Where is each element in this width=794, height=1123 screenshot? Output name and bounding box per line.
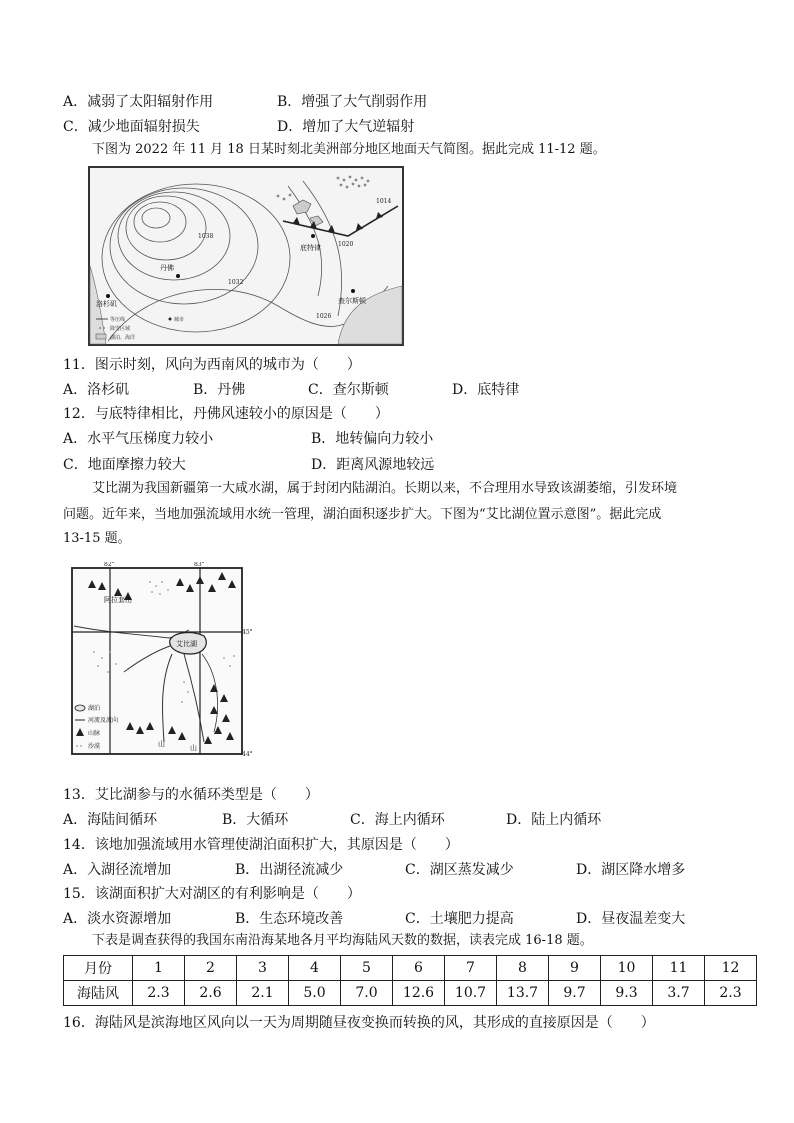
city-la-label: 洛杉矶 xyxy=(96,300,117,308)
table-month-cell: 5 xyxy=(341,956,393,981)
legend-snow: 降雪区域 xyxy=(110,326,131,332)
legend-isobar: 等压线 xyxy=(110,317,126,323)
table-value-cell: 10.7 xyxy=(445,981,497,1006)
q14-option-a: A．入湖径流增加 xyxy=(63,862,172,878)
table-month-cell: 12 xyxy=(705,956,757,981)
q12-stem: 12．与底特律相比，丹佛风速较小的原因是（ ） xyxy=(63,406,389,422)
lon-83-label: 83° xyxy=(194,562,205,568)
table-month-cell: 11 xyxy=(653,956,705,981)
q15-stem: 15．该湖面积扩大对湖区的有利影响是（ ） xyxy=(63,886,361,902)
city-denver-label: 丹佛 xyxy=(160,264,174,272)
lat-45-label: 45° xyxy=(242,629,252,636)
legend-river: 河流及流向 xyxy=(88,717,119,724)
table-header-row xyxy=(64,956,757,981)
q12-option-d: D．距离风源地较远 xyxy=(311,457,435,473)
mountain-s2-label: 山 xyxy=(190,744,197,752)
q14-option-d: D．湖区降水增多 xyxy=(576,862,686,878)
ebinur-lake-map-svg xyxy=(64,562,252,760)
table-month-cell: 10 xyxy=(601,956,653,981)
intro-13-15-line3: 13-15 题。 xyxy=(63,531,131,546)
table-month-cell: 3 xyxy=(237,956,289,981)
legend-lake: 湖泊 xyxy=(88,705,101,712)
q10-option-a: A．减弱了太阳辐射作用 xyxy=(63,94,214,110)
legend-water: 湖泊、海洋 xyxy=(110,335,136,341)
q10-option-c: C．减少地面辐射损失 xyxy=(63,119,200,135)
table-value-cell: 9.7 xyxy=(549,981,601,1006)
city-detroit-label: 底特律 xyxy=(300,244,321,252)
table-month-cell: 2 xyxy=(185,956,237,981)
table-value-cell: 2.6 xyxy=(185,981,237,1006)
table-month-cell: 1 xyxy=(133,956,185,981)
legend-desert: 沙漠 xyxy=(88,743,101,750)
lon-82-label: 82° xyxy=(104,562,115,568)
q15-option-c: C．土壤肥力提高 xyxy=(405,911,514,927)
table-value-cell: 2.3 xyxy=(705,981,757,1006)
table-value-cell: 2.1 xyxy=(237,981,289,1006)
q14-option-b: B．出湖径流减少 xyxy=(235,862,344,878)
iso-1014-label: 1014 xyxy=(376,198,392,205)
table-row xyxy=(64,981,757,1006)
q11-option-c: C．查尔斯顿 xyxy=(308,382,389,398)
mountain-n-label: 阿拉套山 xyxy=(104,596,132,604)
q14-stem: 14．该地加强流域用水管理使湖泊面积扩大，其原因是（ ） xyxy=(63,837,459,853)
table-month-cell: 7 xyxy=(445,956,497,981)
table-value-cell: 13.7 xyxy=(497,981,549,1006)
iso-1020-label: 1020 xyxy=(338,241,354,248)
table-value-cell: 2.3 xyxy=(133,981,185,1006)
lake-label: 艾比湖 xyxy=(176,640,197,648)
q16-stem: 16．海陆风是滨海地区风向以一天为周期随昼夜变换而转换的风，其形成的直接原因是（ ） xyxy=(63,1015,655,1031)
intro-11-12: 下图为 2022 年 11 月 18 日某时刻北美洲部分地区地面天气简图。据此完成 11-12 题。 xyxy=(92,142,606,157)
sea-land-breeze-table xyxy=(63,955,757,1006)
q12-option-a: A．水平气压梯度力较小 xyxy=(63,431,214,447)
q11-option-b: B．丹佛 xyxy=(193,382,246,398)
table-value-cell: 12.6 xyxy=(393,981,445,1006)
intro-16-18: 下表是调查获得的我国东南沿海某地各月平均海陆风天数的数据，读表完成 16-18 题。 xyxy=(92,933,593,948)
q12-option-b: B．地转偏向力较小 xyxy=(311,431,434,447)
q11-stem: 11．图示时刻，风向为西南风的城市为（ ） xyxy=(63,357,361,373)
q10-option-d: D．增加了大气逆辐射 xyxy=(277,119,415,135)
q11-option-d: D．底特律 xyxy=(452,382,520,398)
iso-1026-label: 1026 xyxy=(316,313,332,320)
q15-option-b: B．生态环境改善 xyxy=(235,911,344,927)
table-month-cell: 4 xyxy=(289,956,341,981)
q15-option-d: D．昼夜温差变大 xyxy=(576,911,686,927)
mountain-s1-label: 山 xyxy=(158,740,165,748)
q11-option-a: A．洛杉矶 xyxy=(63,382,130,398)
intro-13-15-line1: 艾比湖为我国新疆第一大咸水湖，属于封闭内陆湖泊。长期以来，不合理用水导致该湖萎缩，引发环境 xyxy=(92,481,678,496)
q13-option-d: D．陆上内循环 xyxy=(506,812,602,828)
weather-map xyxy=(88,166,404,346)
q13-option-c: C．海上内循环 xyxy=(350,812,445,828)
iso-1032-label: 1032 xyxy=(228,279,244,286)
table-value-cell: 3.7 xyxy=(653,981,705,1006)
table-value-cell: 5.0 xyxy=(289,981,341,1006)
table-header-label: 月份 xyxy=(64,956,133,981)
q13-option-a: A．海陆间循环 xyxy=(63,812,158,828)
legend-city: 城市 xyxy=(174,317,185,323)
lat-44-label: 44° xyxy=(242,751,252,758)
q14-option-c: C．湖区蒸发减少 xyxy=(405,862,514,878)
table-row-label: 海陆风 xyxy=(64,981,133,1006)
table-month-cell: 6 xyxy=(393,956,445,981)
ebinur-lake-map xyxy=(64,562,252,760)
city-charleston-label: 查尔斯顿 xyxy=(338,297,366,305)
q13-stem: 13．艾比湖参与的水循环类型是（ ） xyxy=(63,787,319,803)
table-value-cell: 9.3 xyxy=(601,981,653,1006)
q15-option-a: A．淡水资源增加 xyxy=(63,911,172,927)
q13-option-b: B．大循环 xyxy=(222,812,289,828)
table-month-cell: 8 xyxy=(497,956,549,981)
intro-13-15-line2: 问题。近年来，当地加强流域用水统一管理，湖泊面积逐步扩大。下图为“艾比湖位置示意图”。据此完成 xyxy=(63,507,662,522)
iso-1038-label: 1038 xyxy=(198,233,214,240)
q10-option-b: B．增强了大气削弱作用 xyxy=(277,94,428,110)
q12-option-c: C．地面摩擦力较大 xyxy=(63,457,186,473)
weather-map-svg xyxy=(88,166,404,346)
legend-mountain: 山脉 xyxy=(88,730,101,737)
table-month-cell: 9 xyxy=(549,956,601,981)
table-value-cell: 7.0 xyxy=(341,981,393,1006)
